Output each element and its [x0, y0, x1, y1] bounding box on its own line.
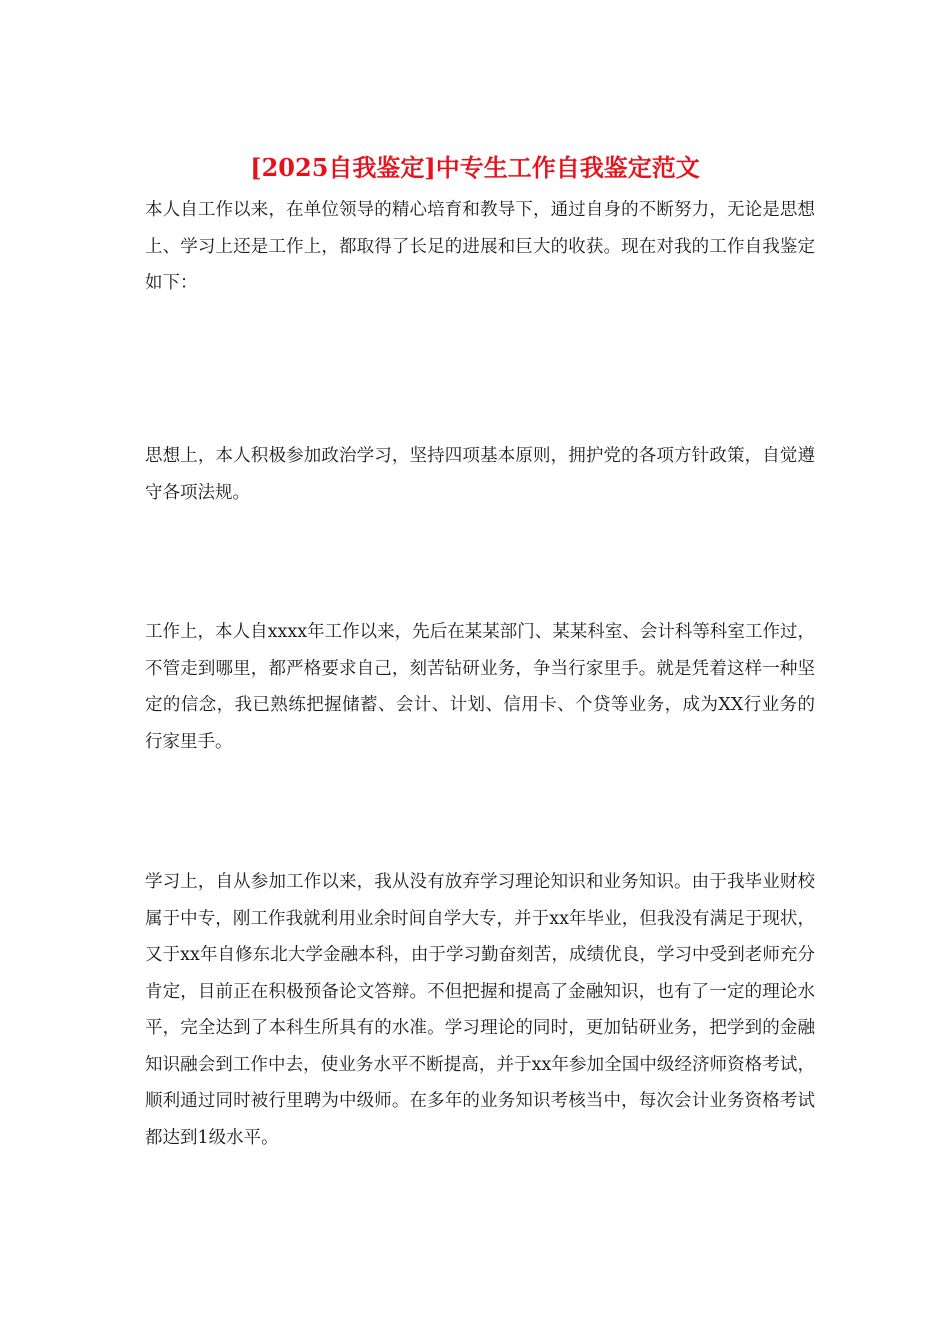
intro-paragraph: 本人自工作以来，在单位领导的精心培育和教导下，通过自身的不断努力，无论是思想上、学习上还是工作上，都取得了长足的进展和巨大的收获。现在对我的工作自我鉴定如下： [145, 200, 815, 293]
document-title: [2025自我鉴定]中专生工作自我鉴定范文 [250, 153, 700, 182]
thought-paragraph: 思想上，本人积极参加政治学习，坚持四项基本原则，拥护党的各项方针政策，自觉遵守各项法规。 [145, 446, 815, 503]
study-paragraph: 学习上，自从参加工作以来，我从没有放弃学习理论知识和业务知识。由于我毕业财校属于中专，刚工作我就利用业余时间自学大专，并于xx年毕业，但我没有满足于现状，又于xx年自修东北大学金融本科，由于学习勤奋刻苦，成绩优良，学习中受到老师充分肯定，目前正在积极预备论文答辩。不但把握和提高了金融知识，也有了一定的理论水平，完全达到了本科生所具有的水准。学习理论的同时，更加钻研业务，把学到的金融知识融会到工作中去，使业务水平不断提高，并于xx年参加全国中级经济师资格考试，顺利通过同时被行里聘为中级师。在多年的业务知识考核当中，每次会计业务资格考试都达到1级水平。 [145, 872, 815, 1148]
work-paragraph: 工作上，本人自xxxx年工作以来，先后在某某部门、某某科室、会计科等科室工作过，不管走到哪里，都严格要求自己，刻苦钻研业务，争当行家里手。就是凭着这样一种坚定的信念，我已熟练把握储蓄、会计、计划、信用卡、个贷等业务，成为XX行业务的行家里手。 [145, 622, 815, 752]
